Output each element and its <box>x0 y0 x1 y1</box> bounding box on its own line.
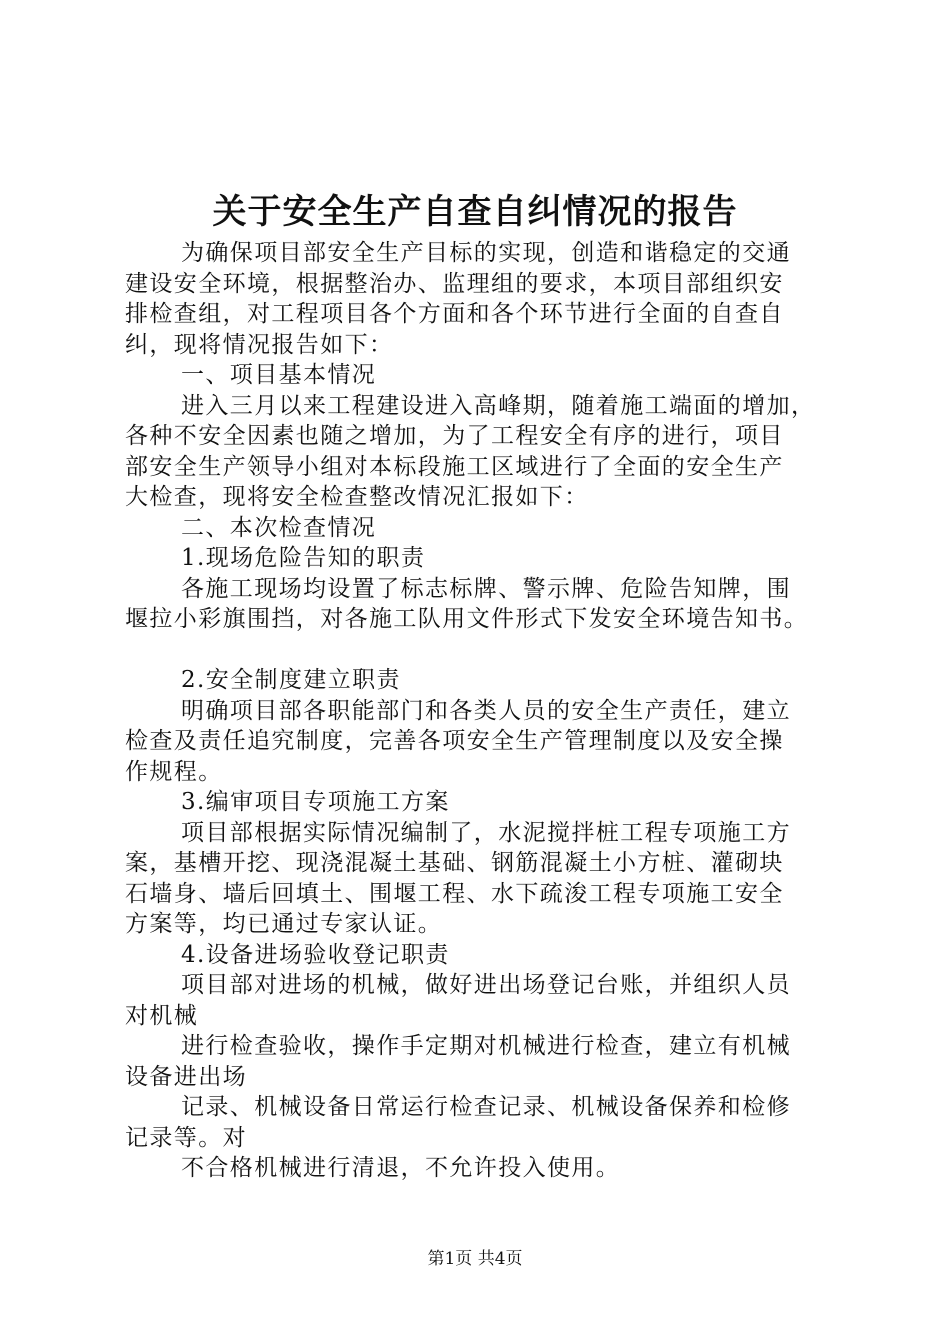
paragraph-line: 记录等。对 <box>125 1124 247 1151</box>
section-heading: 二、本次检查情况 <box>181 514 377 541</box>
paragraph-line: 排检查组，对工程项目各个方面和各个环节进行全面的自查自 <box>125 301 784 327</box>
paragraph-line: 案，基槽开挖、现浇混凝土基础、钢筋混凝土小方桩、灌砌块 <box>125 850 784 876</box>
paragraph-line: 进行检查验收，操作手定期对机械进行检查，建立有机械 <box>181 1033 791 1059</box>
paragraph-line: 对机械 <box>125 1002 199 1029</box>
paragraph-line: 记录、机械设备日常运行检查记录、机械设备保养和检修 <box>181 1094 791 1120</box>
paragraph-line: 项目部对进场的机械，做好进出场登记台账，并组织人员 <box>181 972 791 998</box>
page-footer: 第1页 共4页 <box>427 1249 523 1269</box>
subsection-heading: 2.安全制度建立职责 <box>181 667 401 693</box>
subsection-heading: 1.现场危险告知的职责 <box>181 545 426 571</box>
paragraph-line: 堰拉小彩旗围挡，对各施工队用文件形式下发安全环境告知书。 <box>125 606 809 632</box>
paragraph-line: 各种不安全因素也随之增加，为了工程安全有序的进行，项目 <box>125 423 784 449</box>
paragraph-line: 进入三月以来工程建设进入高峰期，随着施工端面的增加， <box>181 392 816 419</box>
paragraph-line: 方案等，均已通过专家认证。 <box>125 911 443 937</box>
section-heading: 一、项目基本情况 <box>181 362 377 388</box>
paragraph-line: 纠，现将情况报告如下： <box>125 331 394 358</box>
paragraph-line: 不合格机械进行清退，不允许投入使用。 <box>181 1155 621 1181</box>
paragraph-line: 建设安全环境，根据整治办、监理组的要求，本项目部组织安 <box>125 270 784 297</box>
paragraph-line: 明确项目部各职能部门和各类人员的安全生产责任，建立 <box>181 697 791 724</box>
subsection-heading: 3.编审项目专项施工方案 <box>181 789 450 815</box>
paragraph-line: 各施工现场均设置了标志标牌、警示牌、危险告知牌，围 <box>181 575 791 602</box>
paragraph-line: 大检查，现将安全检查整改情况汇报如下： <box>125 484 589 510</box>
paragraph-line: 检查及责任追究制度，完善各项安全生产管理制度以及安全操 <box>125 728 784 754</box>
paragraph-line: 作规程。 <box>125 758 223 785</box>
blank-line <box>125 635 845 666</box>
paragraph-line: 石墙身、墙后回填土、围堰工程、水下疏浚工程专项施工安全 <box>125 880 784 907</box>
paragraph-line: 部安全生产领导小组对本标段施工区域进行了全面的安全生产 <box>125 453 784 480</box>
paragraph-line: 项目部根据实际情况编制了，水泥搅拌桩工程专项施工方 <box>181 819 791 846</box>
paragraph-line: 设备进出场 <box>125 1063 247 1090</box>
subsection-heading: 4.设备进场验收登记职责 <box>181 941 450 968</box>
document-title: 关于安全生产自查自纠情况的报告 <box>212 192 738 232</box>
document-body <box>125 238 845 1184</box>
paragraph-line: 为确保项目部安全生产目标的实现，创造和谐稳定的交通 <box>181 240 791 266</box>
